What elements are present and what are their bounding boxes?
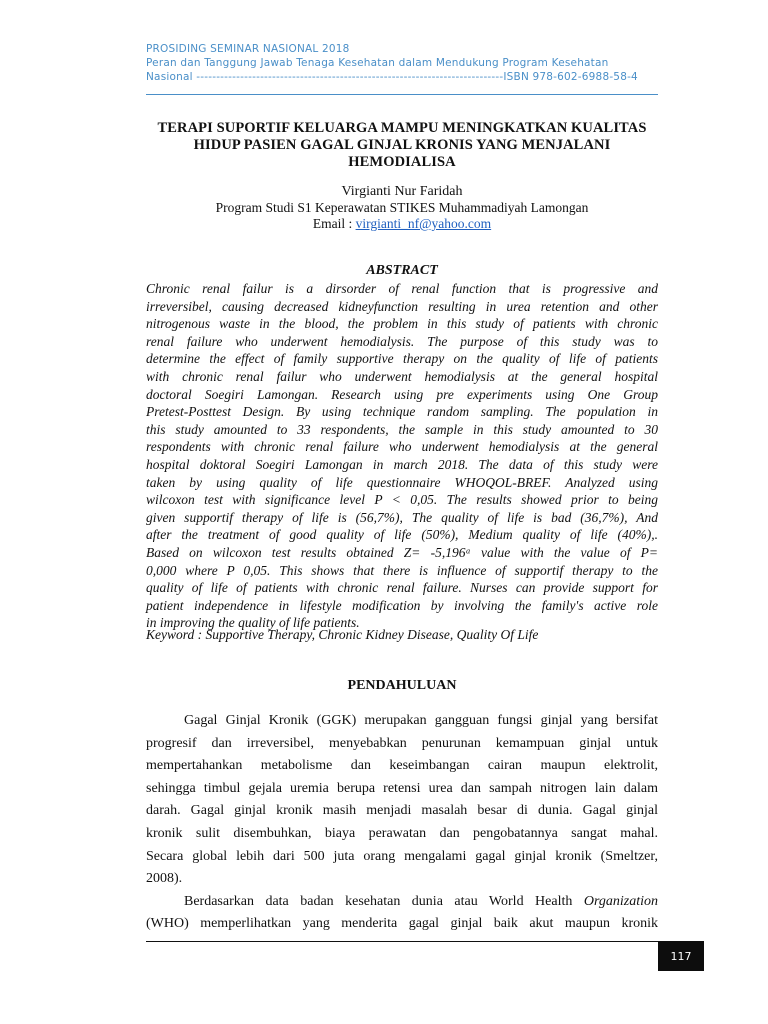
author-email-row xyxy=(146,216,658,232)
abstract-line: doctoral Soegiri Lamongan. Research using pre experiments using One Group xyxy=(146,386,658,402)
header-theme-text: Peran dan Tanggung Jawab Tenaga Kesehatan dalam Mendukung Program Kesehatan xyxy=(146,57,609,69)
title-line: TERAPI SUPORTIF KELUARGA MAMPU MENINGKATKAN KUALITAS xyxy=(157,120,647,136)
abstract-line: nitrogenous waste in the blood, the problem in this study of patients with chronic xyxy=(146,316,658,332)
title-line: HIDUP PASIEN GAGAL GINJAL KRONIS YANG MENJALANI xyxy=(193,137,611,153)
abstract-line: taken by using quality of life questionnaire WHOQOL-BREF. Analyzed using xyxy=(146,474,658,490)
header-seminar-title: PROSIDING SEMINAR NASIONAL 2018 xyxy=(146,43,350,55)
body-line: 2008). xyxy=(146,871,183,887)
abstract-line: renal failure who underwent hemodialysis. The purpose of this study was to xyxy=(146,333,658,349)
body-line: Gagal Ginjal Kronik (GGK) merupakan gangguan fungsi ginjal yang bersifat xyxy=(184,713,658,728)
author-name: Virgianti Nur Faridah xyxy=(341,184,463,199)
paper-title xyxy=(146,120,658,171)
body-line xyxy=(146,891,658,914)
abstract-line: 0,000 where P 0,05. This shows that there is influence of supportif therapy to the xyxy=(146,562,658,578)
body-line: (WHO) memperlihatkan yang menderita gagal ginjal baik akut maupun kronik xyxy=(146,916,658,932)
abstract-line: wilcoxon test with significance level P < 0,05. The results showed prior to being xyxy=(146,492,658,508)
email-label: Email : xyxy=(312,216,356,231)
page-number: 117 xyxy=(658,941,704,971)
header-theme xyxy=(146,56,658,70)
abstract-line: respondents with chronic renal failure who underwent hemodialysis at the general xyxy=(146,439,658,455)
abstract-line: quality of life of patients with chronic renal failure. Nurses can provide support for xyxy=(146,580,658,596)
keywords: Keyword : Supportive Therapy, Chronic Kidney Disease, Quality Of Life xyxy=(146,627,539,642)
abstract-line: irreversibel, causing decreased kidneyfunction resulting in urea retention and other xyxy=(146,298,658,314)
abstract-line: given supportif therapy of life is (56,7%), The quality of life is bad (36,7%), And xyxy=(146,509,658,525)
abstract-line: after the treatment of good quality of life (50%), Medium quality of life (40%),. xyxy=(146,527,658,543)
body-line: sehingga timbul gejala uremia berupa retensi urea dan sampah nitrogen lain dalam xyxy=(146,780,658,796)
body-line: Secara global lebih dari 500 juta orang mengalami gagal ginjal kronik (Smeltzer, xyxy=(146,848,658,864)
header-divider xyxy=(146,94,658,95)
section-heading-pendahuluan: PENDAHULUAN xyxy=(347,678,457,693)
author-block xyxy=(146,184,658,232)
abstract-line: determine the effect of family supportive therapy on the quality of life of patients xyxy=(146,351,658,367)
running-header xyxy=(146,42,658,84)
footer-divider xyxy=(146,941,658,942)
abstract-heading: ABSTRACT xyxy=(366,263,438,278)
abstract-line: Chronic renal failur is a dirsorder of renal function that is progressive and xyxy=(146,281,658,296)
email-link[interactable]: virgianti_nf@yahoo.com xyxy=(355,216,492,231)
header-isbn: Nasional -----------------------------------------------------------------------------ISBN 978-602-6988-58-4 xyxy=(146,71,638,83)
introduction-body xyxy=(146,710,658,936)
abstract-line: Pretest-Posttest Design. By using technique random sampling. The population in xyxy=(146,404,658,420)
abstract-line: this study amounted to 33 respondents, the sample in this study amounted to 30 xyxy=(146,421,658,437)
body-line: darah. Gagal ginjal kronik masih menjadi masalah besar di dunia. Gagal ginjal xyxy=(146,803,658,819)
body-line-text: Berdasarkan data badan kesehatan dunia atau World Health xyxy=(184,893,584,909)
abstract-line: in improving the quality of life patients. xyxy=(146,615,360,631)
author-affiliation: Program Studi S1 Keperawatan STIKES Muhammadiyah Lamongan xyxy=(215,200,589,215)
body-line: mempertahankan metabolisme dan keseimbangan cairan maupun elektrolit, xyxy=(146,758,658,774)
title-line: HEMODIALISA xyxy=(348,154,456,170)
abstract-line: hospital doktoral Soegiri Lamongan in march 2018. The data of this study were xyxy=(146,456,658,472)
body-line: kronik sulit disembuhkan, biaya perawatan dan pengobatannya sangat mahal. xyxy=(146,825,658,841)
abstract-line: patient independence in lifestyle modification by involving the family's active role xyxy=(146,597,658,613)
abstract-line: Based on wilcoxon test results obtained Z= -5,196ᵃ value with the value of P= xyxy=(146,544,658,560)
abstract-line: with chronic renal failur who underwent hemodialysis at the general hospital xyxy=(146,368,658,384)
body-line: progresif dan irreversibel, menyebabkan penurunan kemampuan ginjal untuk xyxy=(146,735,658,751)
body-line-emphasis: Organization xyxy=(583,893,658,909)
abstract-body xyxy=(146,280,658,632)
